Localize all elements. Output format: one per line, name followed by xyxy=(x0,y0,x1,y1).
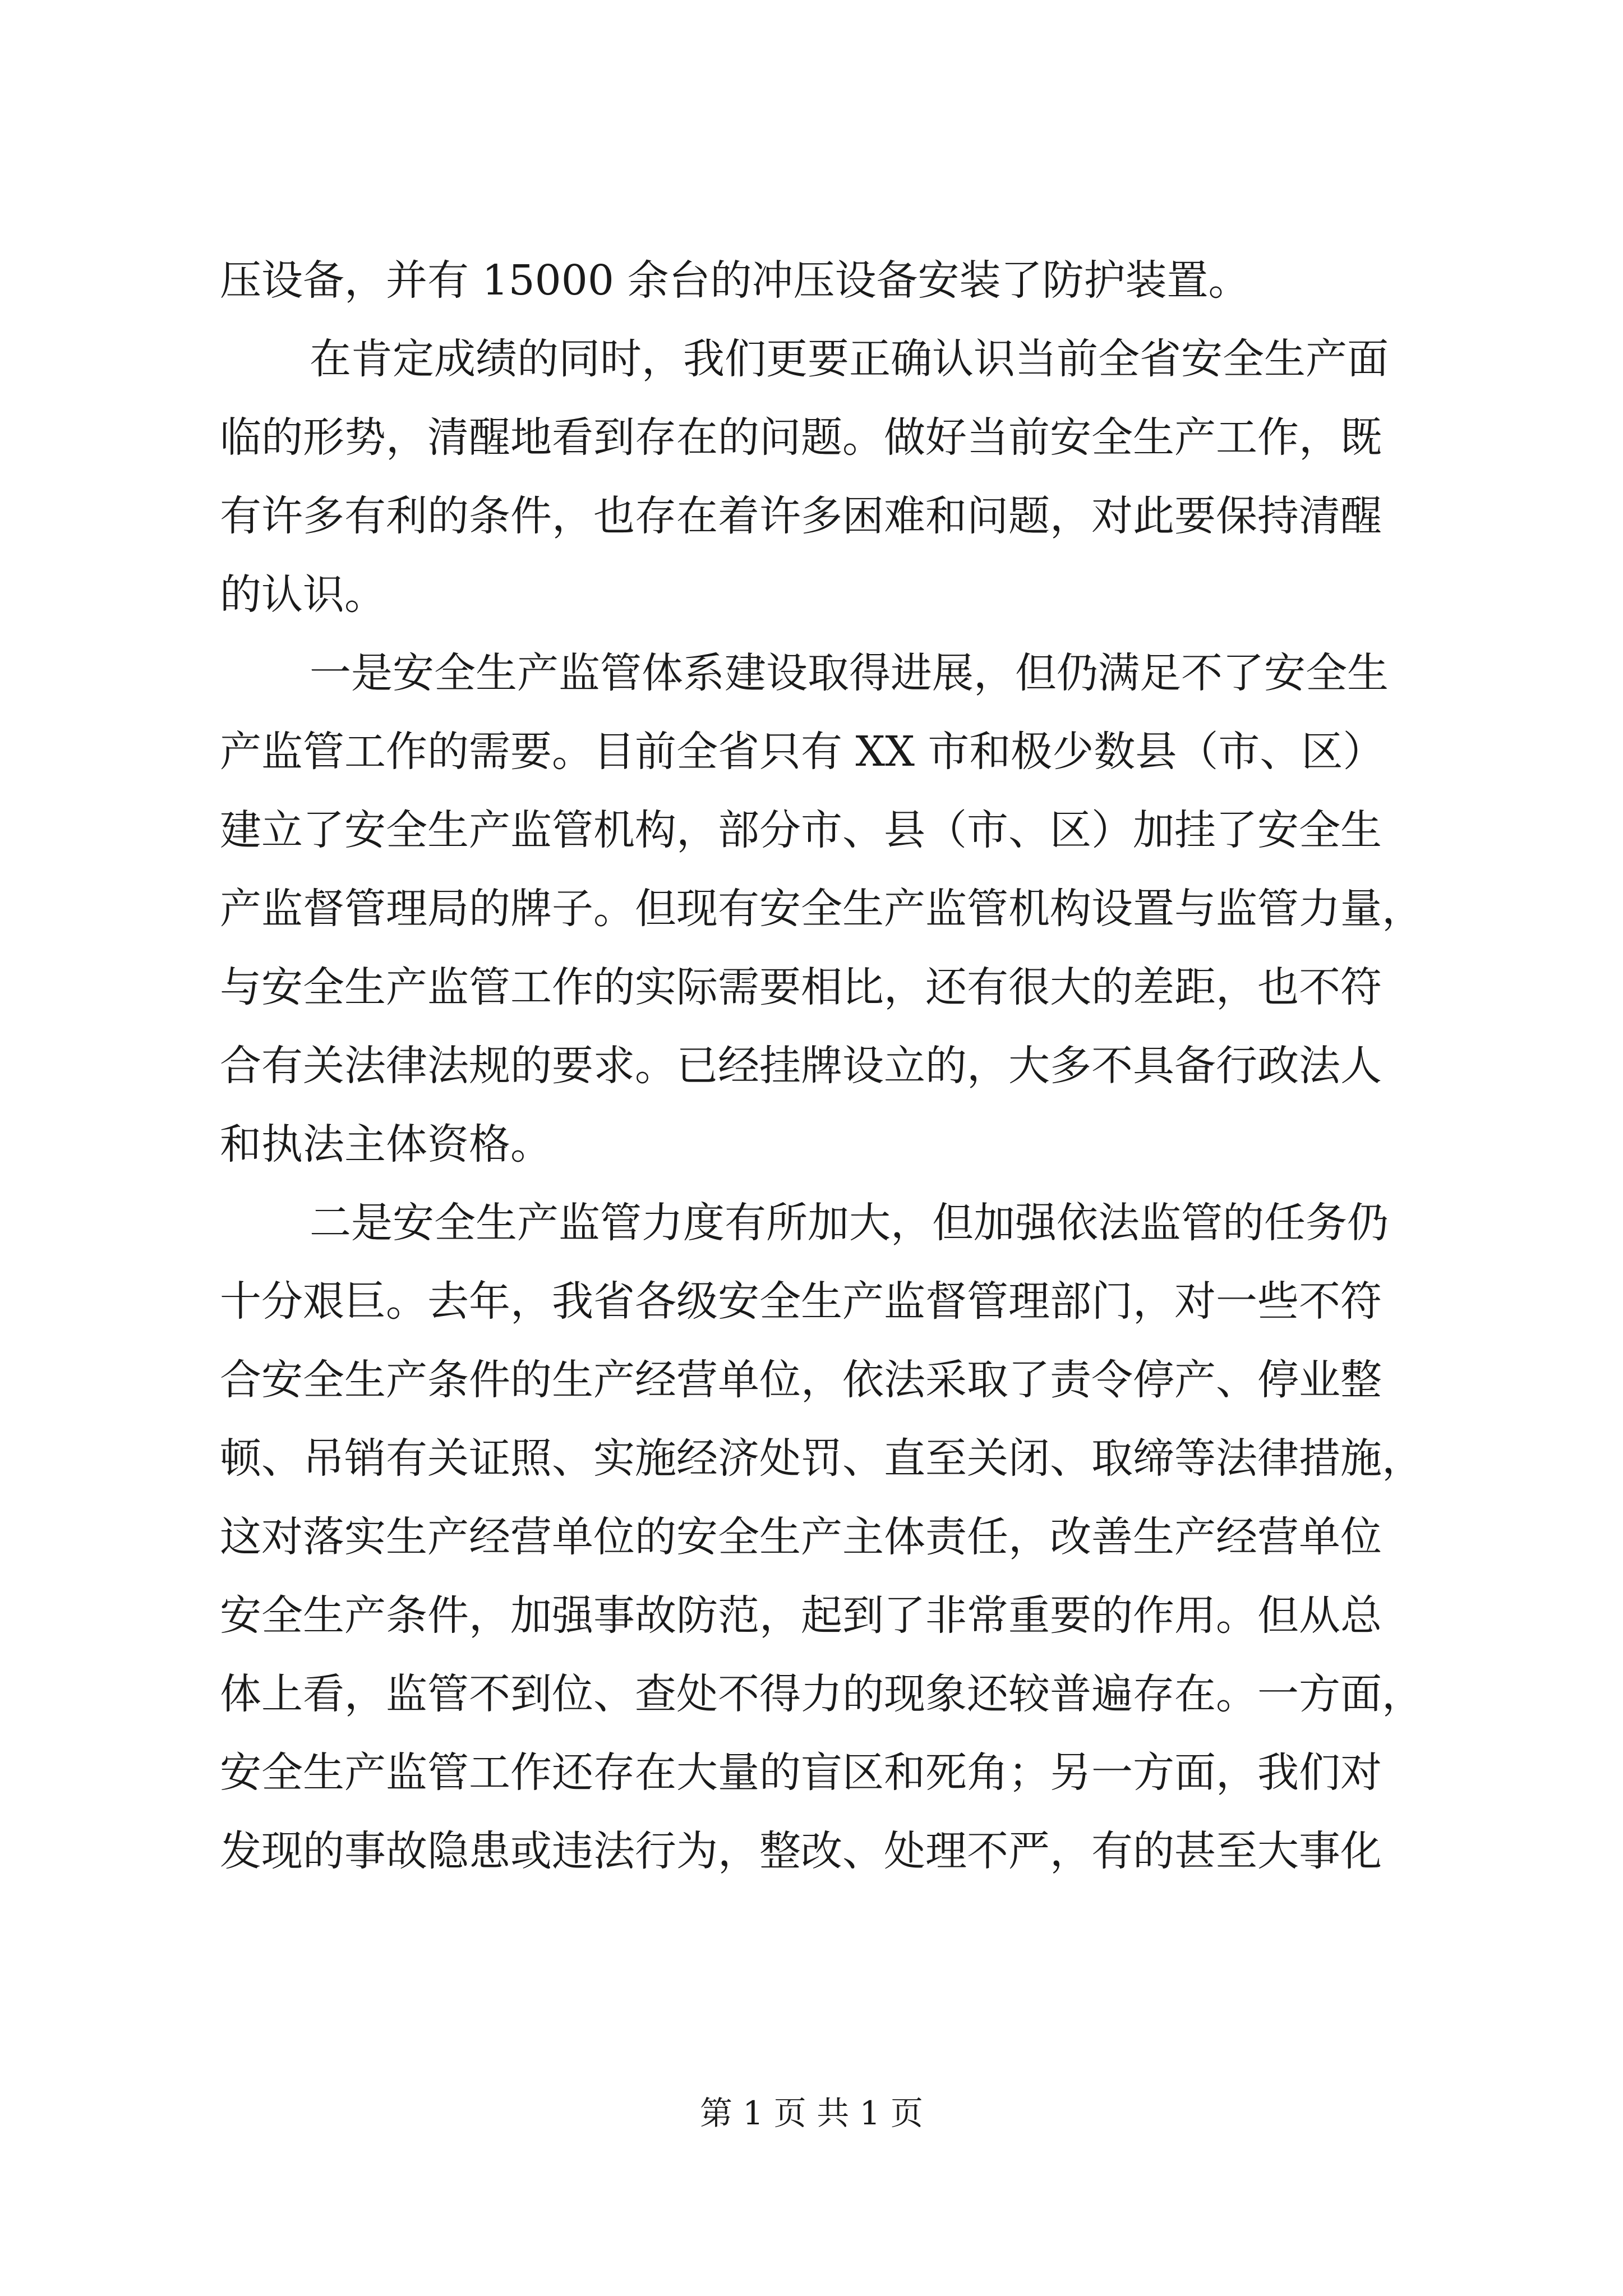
text-line: 顿、吊销有关证照、实施经济处罚、直至关闭、取缔等法律措施， xyxy=(220,1434,1423,1483)
text-line: 体上看，监管不到位、查处不得力的现象还较普遍存在。一方面， xyxy=(220,1670,1423,1718)
text-line: 压设备，并有 15000 余台的冲压设备安装了防护装置。 xyxy=(220,256,1250,305)
text-line: 和执法主体资格。 xyxy=(220,1120,552,1168)
text-line: 合有关法律法规的要求。已经挂牌设立的，大多不具备行政法人 xyxy=(220,1042,1382,1090)
paragraph-start-line: 二是安全生产监管力度有所加大，但加强依法监管的任务仍 xyxy=(310,1199,1389,1247)
document-body xyxy=(220,241,1423,1890)
text-line: 安全生产监管工作还存在大量的盲区和死角；另一方面，我们对 xyxy=(220,1749,1382,1797)
text-line: 临的形势，清醒地看到存在的问题。做好当前安全生产工作，既 xyxy=(220,413,1382,462)
text-line: 产监管工作的需要。目前全省只有 XX 市和极少数县（市、区） xyxy=(220,728,1385,776)
text-line: 发现的事故隐患或违法行为，整改、处理不严，有的甚至大事化 xyxy=(220,1827,1382,1875)
text-line: 这对落实生产经营单位的安全生产主体责任，改善生产经营单位 xyxy=(220,1513,1382,1561)
text-line: 安全生产条件，加强事故防范，起到了非常重要的作用。但从总 xyxy=(220,1591,1382,1640)
text-line: 有许多有利的条件，也存在着许多困难和问题，对此要保持清醒 xyxy=(220,492,1382,540)
page-footer: 第 1 页 共 1 页 xyxy=(700,2094,923,2132)
paragraph-start-line: 在肯定成绩的同时，我们更要正确认识当前全省安全生产面 xyxy=(310,335,1389,383)
text-line: 十分艰巨。去年，我省各级安全生产监督管理部门，对一些不符 xyxy=(220,1277,1382,1326)
text-line: 与安全生产监管工作的实际需要相比，还有很大的差距，也不符 xyxy=(220,963,1382,1011)
paragraph-start-line: 一是安全生产监管体系建设取得进展，但仍满足不了安全生 xyxy=(310,649,1389,697)
text-line: 合安全生产条件的生产经营单位，依法采取了责令停产、停业整 xyxy=(220,1356,1382,1404)
text-line: 建立了安全生产监管机构，部分市、县（市、区）加挂了安全生 xyxy=(220,806,1382,854)
text-line: 产监督管理局的牌子。但现有安全生产监管机构设置与监管力量， xyxy=(220,885,1423,933)
text-line: 的认识。 xyxy=(220,570,386,619)
